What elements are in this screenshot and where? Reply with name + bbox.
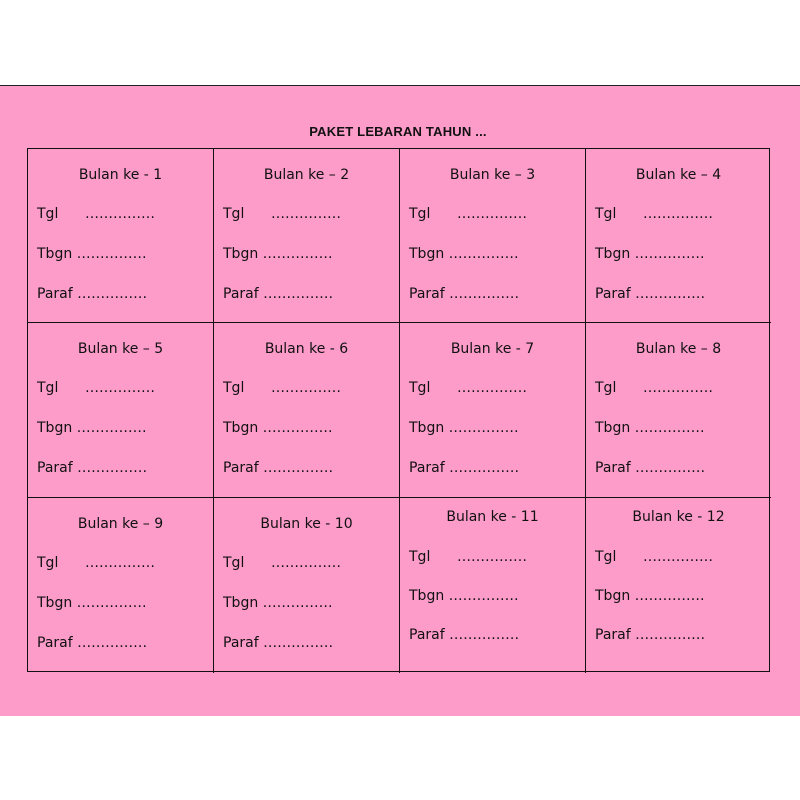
paraf-line: Paraf …………… bbox=[409, 627, 520, 643]
tgl-line: Tgl …………… bbox=[409, 380, 528, 396]
paraf-line: Paraf …………… bbox=[37, 635, 148, 651]
month-cell-5 bbox=[28, 323, 214, 498]
paraf-line: Paraf …………… bbox=[409, 460, 520, 476]
tbgn-line: Tbgn …………… bbox=[223, 246, 333, 262]
month-title: Bulan ke – 2 bbox=[263, 167, 350, 183]
tgl-line: Tgl …………… bbox=[223, 380, 342, 396]
paraf-line: Paraf …………… bbox=[223, 635, 334, 651]
paraf-line: Paraf …………… bbox=[595, 460, 706, 476]
tbgn-line: Tbgn …………… bbox=[37, 595, 147, 611]
tgl-line: Tgl …………… bbox=[595, 549, 714, 565]
month-title: Bulan ke – 8 bbox=[635, 341, 722, 357]
tbgn-line: Tbgn …………… bbox=[223, 420, 333, 436]
tbgn-line: Tbgn …………… bbox=[409, 420, 519, 436]
tgl-line: Tgl …………… bbox=[223, 555, 342, 571]
tbgn-line: Tbgn …………… bbox=[409, 588, 519, 604]
paraf-line: Paraf …………… bbox=[409, 286, 520, 302]
month-cell-8 bbox=[586, 323, 771, 498]
paraf-line: Paraf …………… bbox=[223, 460, 334, 476]
month-title: Bulan ke – 3 bbox=[449, 167, 536, 183]
month-cell-10 bbox=[214, 498, 400, 673]
month-title: Bulan ke - 1 bbox=[78, 167, 163, 183]
month-cell-4 bbox=[586, 149, 771, 323]
tgl-line: Tgl …………… bbox=[37, 555, 156, 571]
tbgn-line: Tbgn …………… bbox=[37, 246, 147, 262]
tgl-line: Tgl …………… bbox=[409, 549, 528, 565]
month-title: Bulan ke - 11 bbox=[446, 509, 539, 525]
month-title: Bulan ke – 5 bbox=[77, 341, 164, 357]
month-title: Bulan ke – 9 bbox=[77, 516, 164, 532]
bulan-12-title: Bulan ke - 12 bbox=[632, 509, 725, 525]
month-cell-2 bbox=[214, 149, 400, 323]
tbgn-line: Tbgn …………… bbox=[223, 595, 333, 611]
tbgn-line: Tbgn …………… bbox=[595, 588, 705, 604]
paraf-line: Paraf …………… bbox=[37, 460, 148, 476]
month-cell-9 bbox=[28, 498, 214, 673]
paraf-line: Paraf …………… bbox=[37, 286, 148, 302]
tbgn-line: Tbgn …………… bbox=[595, 420, 705, 436]
document-title: PAKET LEBARAN TAHUN ... bbox=[309, 124, 487, 139]
month-cell-6 bbox=[214, 323, 400, 498]
paraf-line: Paraf …………… bbox=[223, 286, 334, 302]
tgl-line: Tgl …………… bbox=[223, 206, 342, 222]
lebaran-card bbox=[0, 85, 800, 716]
tbgn-line: Tbgn …………… bbox=[409, 246, 519, 262]
paraf-line: Paraf …………… bbox=[595, 286, 706, 302]
month-cell-3 bbox=[400, 149, 586, 323]
month-cell-7 bbox=[400, 323, 586, 498]
month-title: Bulan ke - 7 bbox=[450, 341, 535, 357]
month-cell-1 bbox=[28, 149, 214, 323]
tbgn-line: Tbgn …………… bbox=[595, 246, 705, 262]
month-cell-11 bbox=[400, 498, 586, 673]
tgl-line: Tgl …………… bbox=[37, 206, 156, 222]
tgl-line: Tgl …………… bbox=[409, 206, 528, 222]
month-grid bbox=[27, 148, 770, 672]
tgl-line: Tgl …………… bbox=[595, 380, 714, 396]
tbgn-line: Tbgn …………… bbox=[37, 420, 147, 436]
month-title: Bulan ke – 4 bbox=[635, 167, 722, 183]
month-title: Bulan ke - 6 bbox=[264, 341, 349, 357]
month-title: Bulan ke - 10 bbox=[260, 516, 353, 532]
tgl-line: Tgl …………… bbox=[37, 380, 156, 396]
paraf-line: Paraf …………… bbox=[595, 627, 706, 643]
month-cell-12 bbox=[586, 498, 771, 673]
tgl-line: Tgl …………… bbox=[595, 206, 714, 222]
